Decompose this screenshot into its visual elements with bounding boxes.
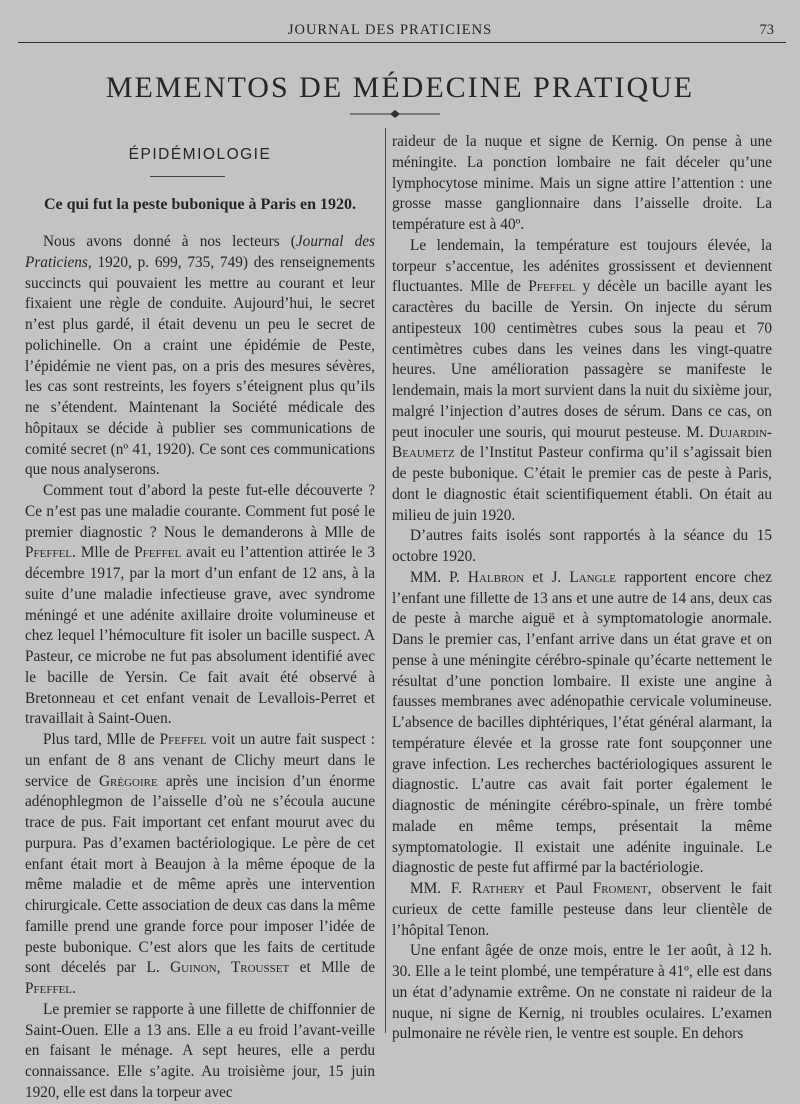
paragraph: raideur de la nuque et signe de Kernig. On pense à une méningite. La ponction lombaire ne fait déceler qu’une lymphocytose minime. Mais un signe attire l’attention : une grosse masse ganglionnaire dans l’aisselle droite. La température est à 40º. [392,133,772,233]
section-heading: ÉPIDÉMIOLOGIE [128,146,272,163]
article-title: Ce qui fut la peste bubonique à Paris en 1920. [43,196,357,213]
paragraph: Plus tard, Mlle de Pfeffel voit un autre fait suspect : un enfant de 8 ans venant de Clichy meurt dans le service de Grégoire après une incision d’un énorme adénophlegmon de l’aisselle d’où ne s’écoula aucune trace de pus. Fait important cet enfant mourut avec du purpura. Pas d’examen bactériologique. Le père de cet enfant était mort à Beaujon à la même époque de la même maladie et de même après une intervention chirurgicale. Cette association de deux cas dans la même famille prend une grande force pour imposer l’idée de peste bubonique. C’est alors que les faits de certitude sont décelés par L. Guinon, Trousset et Mlle de Pfeffel. [25,731,376,997]
paragraph: Le lendemain, la température est toujours élevée, la torpeur s’accentue, les adénites grossissent et deviennent fluctuantes. Mlle de Pfeffel y décèle un bacille ayant les caractères du bacille de Yersin. On injecte du sérum antipesteux 100 centimètres cubes sous la peau et 70 centimètres cubes dans les veines dans les vingt-quatre heures. Une amélioration passagère se manifeste le lendemain, mais la mort survient dans la nuit du sixième jour, malgré l’injection d’autres doses de sérum. Dans ce cas, on peut inoculer une souris, qui mourut pesteuse. M. Dujardin-Beaumetz de l’Institut Pasteur confirma qu’il s’agissait bien de peste bubonique. C’était le premier cas de peste à Paris, dont le diagnostic était scientifiquement établi. On était au milieu de juin 1920. [392,236,772,524]
running-head [0,22,800,42]
paragraph: D’autres faits isolés sont rapportés à la séance du 15 octobre 1920. [392,527,772,565]
column-divider [385,128,386,1033]
page-title: MEMENTOS DE MÉDECINE PRATIQUE [105,71,695,104]
left-column [25,232,375,1104]
right-column [392,132,772,1045]
journal-name: JOURNAL DES PRATICIENS [287,22,493,38]
paragraph: MM. P. Halbron et J. Langle rapportent encore chez l’enfant une fillette de 13 ans et une autre de 14 ans, deux cas de peste à marche aiguë et à symptomatologie anormale. Dans le premier cas, l’enfant arrive dans un état grave et on pense à une méningite cérébro-spinale qu’écarte nettement le résultat d’une ponction lombaire. Il existe une angine à fausses membranes avec adénopathie cervicale volumineuse. L’absence de bacilles diphtériques, l’état général alarmant, la température élevée et la grosse rate font soupçonner une grave infection. Les recherches bactériologiques assurent le diagnostic. L’autre cas avait fait porter également le diagnostic de méningite cérébro-spinale, un frère tombé malade en même temps, présentait la même symptomatologie. Il existait une adénite inguinale. Le diagnostic de peste fut affirmé par la bactériologie. [392,568,772,877]
paragraph: Nous avons donné à nos lecteurs (Journal des Praticiens, 1920, p. 699, 735, 749) des renseignements succincts qui pouvaient les mettre au courant et leur fixaient une règle de conduite. Aujourd’hui, le secret n’est plus gardé, il était devenu un peu le secret de polichinelle. On a craint une épidémie de Peste, l’épidémie ne vient pas, on a pris des mesures sévères, les cas sont restreints, les foyers s’éteignent plus qu’ils ne s’étendent. Maintenant la Société médicale des hôpitaux se décide à publier ses communications de comité secret (nº 41, 1920). Ce sont ces communications que nous analyserons. [25,233,375,479]
paragraph: Comment tout d’abord la peste fut-elle découverte ? Ce n’est pas une maladie courante. Comment fut posé le premier diagnostic ? Nous le demanderons à Mlle de Pfeffel. Mlle de Pfeffel avait eu l’attention attirée le 3 décembre 1917, par la mort d’un enfant de 12 ans, à la suite d’une maladie infectieuse grave, avec syndrome méningé et une adénite axillaire droite volumineuse et chez lequel l’hémoculture fit isoler un bacille suspect. A Pasteur, ce microbe ne fut pas absolument identifié avec le bacille de Yersin. Ce fait avait été observé à Bretonneau et cet enfant venait de Levallois-Perret et travaillait à Saint-Ouen. [25,482,375,728]
paragraph: Une enfant âgée de onze mois, entre le 1er août, à 12 h. 30. Elle a le teint plombé, une température à 41º, elle est dans un état d’adynamie extrême. On ne constate ni raideur de la nuque, ni signe de Kernig, ni troubles oculaires. L’examen pulmonaire ne révèle rien, le ventre est souple. En dehors [392,942,772,1043]
paragraph: Le premier se rapporte à une fillette de chiffonnier de Saint-Ouen. Elle a 13 ans. Elle a eu froid l’avant-veille en faisant le ménage. A sept heures, elle a perdu connaissance. Elle s’agite. Au troisième jour, 15 juin 1920, elle est dans la torpeur avec [25,1000,375,1101]
section-rule [150,176,225,177]
paragraph: MM. F. Rathery et Paul Froment, observent le fait curieux de cette famille pesteuse dans leur clientèle de l’hôpital Tenon. [392,880,772,939]
header-rule [18,42,786,43]
page-number: 73 [759,22,774,38]
ornament-rule-icon [350,108,440,120]
